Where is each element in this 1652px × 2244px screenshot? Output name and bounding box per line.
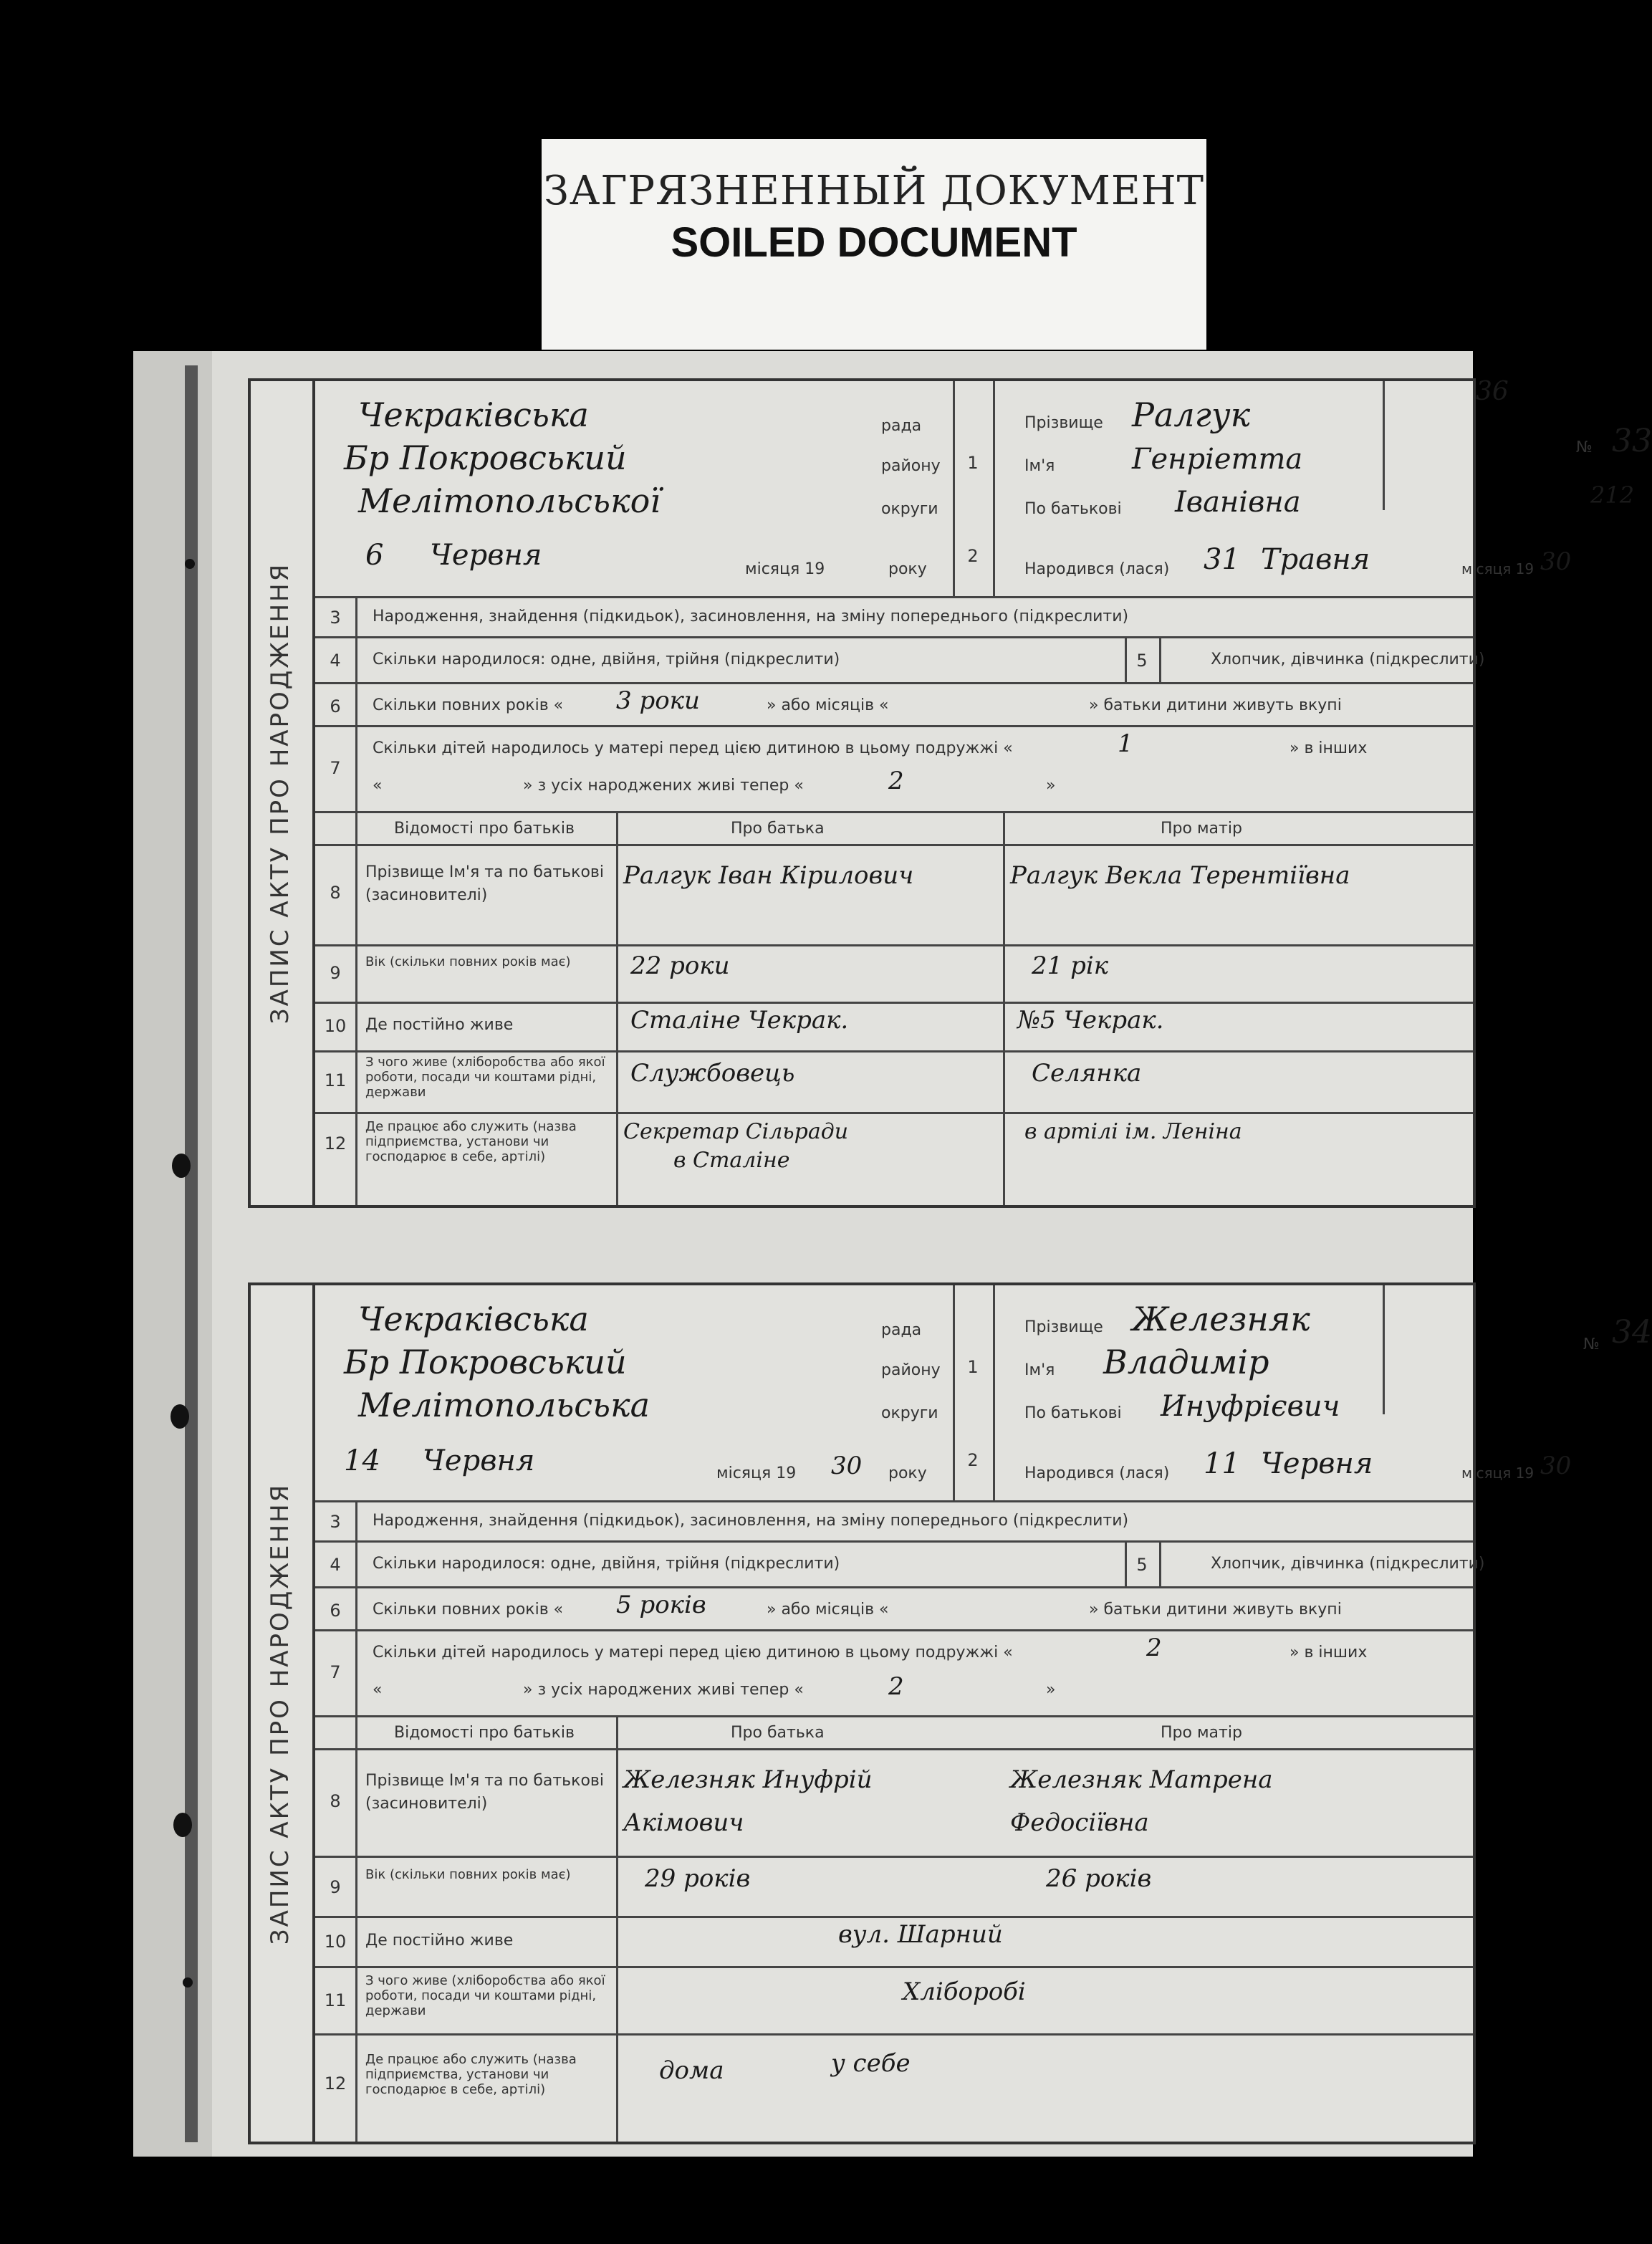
- binding-strip: [133, 351, 212, 2157]
- rada-value: Чекраківська: [358, 395, 589, 434]
- born-month: Травня: [1261, 543, 1370, 576]
- mother-age: 21 рік: [1032, 951, 1109, 980]
- livelihood: Хліборобі: [903, 1977, 1026, 2006]
- punch-hole: [172, 1154, 191, 1178]
- workplace-b: у себе: [831, 2049, 911, 2078]
- born-year: 30: [1540, 547, 1572, 576]
- record-number: 34: [1612, 1314, 1652, 1351]
- workplace-a: дома: [659, 2056, 724, 2085]
- okrug-label: округи: [881, 500, 938, 518]
- mother-residence: №5 Чекрак.: [1017, 1006, 1164, 1035]
- father-name: Железняк Инуфрій Акімович: [623, 1765, 873, 1837]
- children-before: 1: [1118, 729, 1133, 758]
- stitch-mark: [185, 559, 195, 569]
- mother-livelihood: Селянка: [1032, 1059, 1142, 1088]
- birth-record-33: ЗАПИС АКТУ ПРО НАРОДЖЕННЯ Чекраківська рада Бр Покровський району Мелітопольської округи 6 Червня місяця 19 року 1 2 Прізвище Ралгук Ім'я Генріетта По батькові Іванівна Народився (лася) 31 Травня місяця 19 30 36 № 33 212 3 Народження, знайдення (підкидьок), засиновлення, на зміну попереднього (підкреслити) 4 Скільки народилося: одне, двійня, трійня (підкреслити) 5 Хлопчик, дівчинка (підкреслити) 6 Скільки повних років « 3 роки » або місяців « » батьки дитини живуть вкупі 7 Скільки дітей народилось у матері перед цією дитиною в цьому подружжі « 1 » в інших « » з усіх народжених живі тепер « 2 » Відомості про батьків Про батька Про матір 8 Прізвище Ім'я та по батькові (засиновителі) Ралгук Іван Кірилович Ралгук Векла Терентіївна 9 Вік (скільки повних років має) 22 роки 21 рік 10 Де постійно живе Сталіне Чекрак. №5 Чекрак. 11 З чого живе (хліборобства або якої роботи, посади чи коштами рідні, держави Службовець Селянка 12 Де працює або служить (назва підприємства, установи чи господарює в себе, артілі) Секретар Сільради в Сталіне в артілі ім. Леніна: [248, 378, 1476, 1208]
- father-workplace: Секретар Сільради: [623, 1119, 849, 1144]
- mother-workplace: в артілі ім. Леніна: [1024, 1119, 1242, 1144]
- father-age: 29 років: [645, 1864, 751, 1893]
- child-surname: Железняк: [1132, 1300, 1310, 1338]
- child-patronymic: Іванівна: [1175, 486, 1301, 519]
- child-name: Генріетта: [1132, 443, 1303, 476]
- residence: вул. Шарний: [838, 1920, 1003, 1949]
- raion-value: Бр Покровський: [344, 1343, 627, 1381]
- soiled-document-label: [542, 139, 1206, 350]
- father-name: Ралгук Іван Кірилович: [623, 861, 914, 890]
- reg-month-label: місяця 19: [745, 560, 825, 578]
- mother-age: 26 років: [1046, 1864, 1152, 1893]
- reg-day: 14: [344, 1444, 380, 1477]
- reg-month: Червня: [430, 539, 542, 572]
- rada-label: рада: [881, 417, 922, 435]
- raion-value: Бр Покровський: [344, 438, 627, 477]
- raion-label: району: [881, 457, 941, 475]
- reg-month: Червня: [423, 1444, 535, 1477]
- children-before: 2: [1146, 1634, 1162, 1662]
- row-9: [315, 1856, 1473, 1918]
- corner-annotation-2: 212: [1590, 481, 1635, 509]
- record-number: 33: [1612, 423, 1652, 459]
- father-age: 22 роки: [630, 951, 730, 980]
- born-day: 11: [1204, 1447, 1240, 1480]
- punch-hole: [173, 1813, 192, 1837]
- corner-annotation: 36: [1476, 377, 1509, 406]
- children-alive: 2: [888, 1672, 904, 1701]
- born-month: Червня: [1261, 1447, 1373, 1480]
- punch-hole: [171, 1404, 189, 1429]
- binding-spine: [185, 365, 198, 2142]
- years-together: 3 роки: [616, 686, 700, 715]
- reg-year: 30: [831, 1452, 863, 1480]
- stitch-mark: [183, 1977, 193, 1988]
- birth-record-34: ЗАПИС АКТУ ПРО НАРОДЖЕННЯ Чекраківська рада Бр Покровський району Мелітопольська округи 14 Червня місяця 19 30 року 1 2 Прізвище Железняк Ім'я Владимір По батькові Инуфрієвич Народився (лася) 11 Червня місяця 19 30 № 34 3 Народження, знайдення (підкидьок), засиновлення, на зміну попереднього (підкреслити) 4 Скільки народилося: одне, двійня, трійня (підкреслити) 5 Хлопчик, дівчинка (підкреслити) 6 Скільки повних років « 5 років » або місяців « » батьки дитини живуть вкупі 7 Скільки дітей народилось у матері перед цією дитиною в цьому подружжі « 2 » в інших « » з усіх народжених живі тепер « 2 » Відомості про батьків Про батька Про матір 8 Прізвище Ім'я та по батькові (засиновителі) Железняк Инуфрій Акімович Железняк Матрена Федосіївна 9 Вік (скільки повних років має) 29 років 26 років 10 Де постійно живе вул. Шарний 11 З чого живе (хліборобства або якої роботи, посади чи коштами рідні, держави Хліборобі 12 Де працює або служить (назва підприємства, установи чи господарює в себе, артілі) дома у себе: [248, 1282, 1476, 2144]
- born-day: 31: [1204, 543, 1240, 576]
- rada-value: Чекраківська: [358, 1300, 589, 1338]
- record-vertical-title: ЗАПИС АКТУ ПРО НАРОДЖЕННЯ: [248, 381, 315, 1205]
- father-residence: Сталіне Чекрак.: [630, 1006, 849, 1035]
- children-alive: 2: [888, 767, 904, 795]
- years-together: 5 років: [616, 1591, 706, 1619]
- born-year: 30: [1540, 1452, 1572, 1480]
- record-vertical-title: ЗАПИС АКТУ ПРО НАРОДЖЕННЯ: [248, 1285, 315, 2142]
- father-livelihood: Службовець: [630, 1059, 795, 1088]
- reg-day: 6: [365, 539, 384, 572]
- child-patronymic: Инуфрієвич: [1161, 1390, 1340, 1423]
- reg-year-label: року: [888, 560, 927, 578]
- row-9: [315, 944, 1473, 1004]
- label-russian: ЗАГРЯЗНЕННЫЙ ДОКУМЕНТ: [544, 168, 1204, 214]
- label-english: SOILED DOCUMENT: [671, 219, 1077, 266]
- okrug-value: Мелітопольська: [358, 1386, 650, 1424]
- father-workplace-2: в Сталіне: [673, 1148, 790, 1173]
- mother-name: Железняк Матрена Федосіївна: [1010, 1765, 1273, 1837]
- child-name: Владимір: [1103, 1343, 1269, 1381]
- mother-name: Ралгук Векла Терентіївна: [1010, 861, 1350, 890]
- child-surname: Ралгук: [1132, 395, 1251, 434]
- okrug-value: Мелітопольської: [358, 481, 661, 520]
